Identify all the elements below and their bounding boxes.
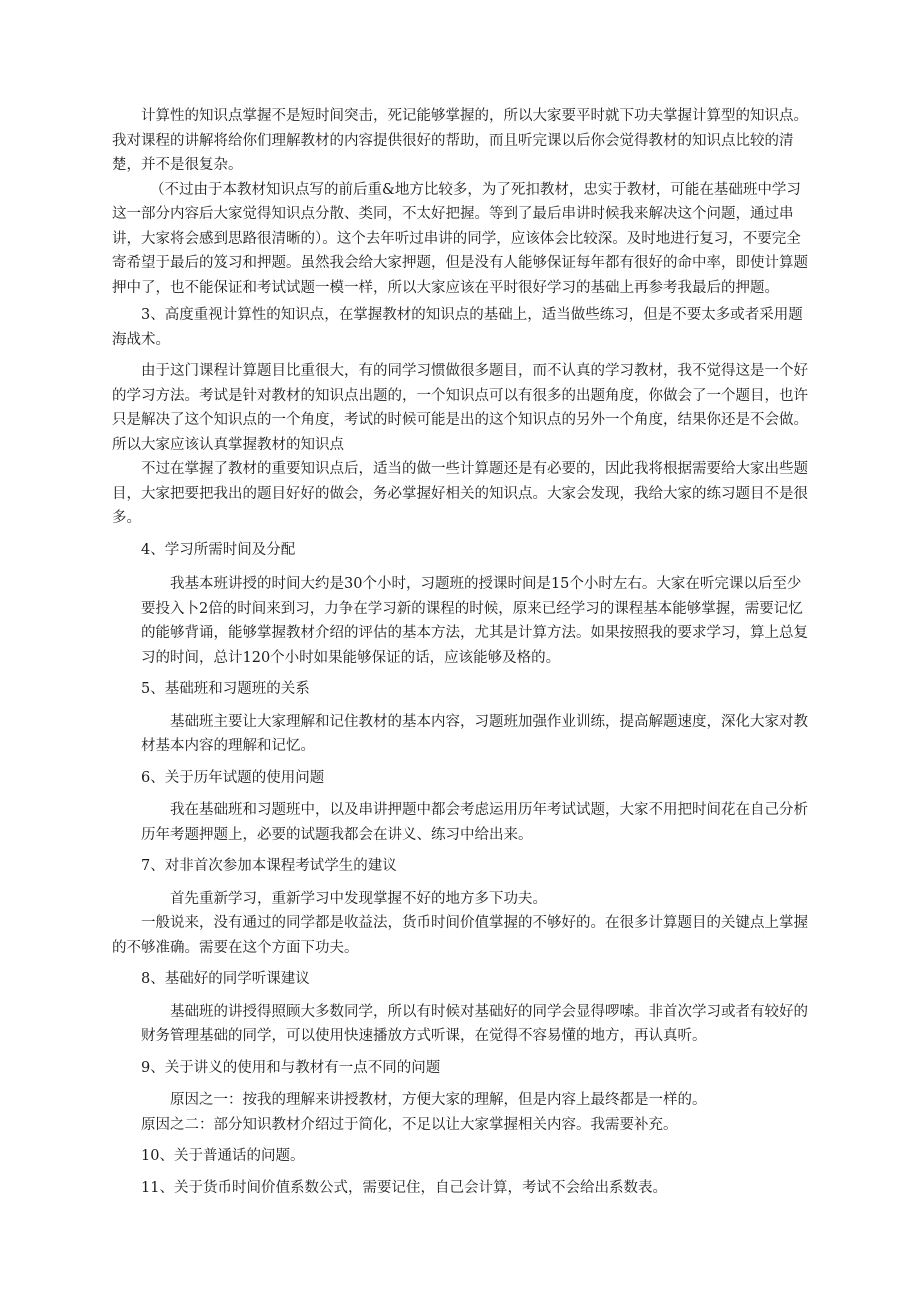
document-body: [112, 104, 812, 1200]
section-heading-3: 3、高度重视计算性的知识点，在掌握教材的知识点的基础上，适当做些练习，但是不要太多或者采用题海战术。: [112, 307, 803, 348]
paragraph: 原因之二：部分知识教材介绍过于简化，不足以让大家掌握相关内容。我需要补充。: [141, 1116, 678, 1133]
paragraph: 我在基础班和习题班中，以及串讲押题中都会考虑运用历年考试试题，大家不用把时间花在自己分析历年考题押题上，必要的试题我都会在讲义、练习中给出来。: [141, 802, 808, 843]
section-heading-6: 6、关于历年试题的使用问题: [141, 769, 325, 786]
section-heading-11: 11、关于货币时间价值系数公式，需要记住，自己会计算，考试不会给出系数表。: [141, 1179, 667, 1196]
paragraph: 计算性的知识点掌握不是短时间突击，死记能够掌握的，所以大家要平时就下功夫掌握计算型的知识点。我对课程的讲解将给你们理解教材的内容提供很好的帮助，而且听完课以后你会觉得教材的知识点比较的清楚，并不是很复杂。: [112, 108, 808, 173]
paragraph: 一般说来，没有通过的同学都是收益法，货币时间价值掌握的不够好的。在很多计算题目的关键点上掌握的不够准确。需要在这个方面下功夫。: [112, 915, 808, 956]
paragraph: 不过在掌握了教材的重要知识点后，适当的做一些计算题还是有必要的，因此我将根据需要给大家出些题目，大家把要把我出的题目好好的做会，务必掌握好相关的知识点。大家会发现，我给大家的练习题目不是很多。: [112, 461, 808, 526]
section-heading-8: 8、基础好的同学听课建议: [141, 971, 310, 987]
section-heading-9: 9、关于讲义的使用和与教材有一点不同的问题: [141, 1059, 441, 1076]
section-heading-5: 5、基础班和习题班的关系: [141, 681, 310, 697]
paragraph: 首先重新学习，重新学习中发现掌握不好的地方多下功夫。: [170, 890, 547, 907]
paragraph: 原因之一：按我的理解来讲授教材，方便大家的理解，但是内容上最终都是一样的。: [170, 1092, 707, 1108]
paragraph: 基础班主要让大家理解和记住教材的基本内容，习题班加强作业训练，提高解题速度，深化大家对教材基本内容的理解和记忆。: [141, 713, 808, 754]
paragraph: 我基本班讲授的时间大约是30个小时，习题班的授课时间是15个小时左右。大家在听完课以后至少要投入卜2倍的时间来到习，力争在学习新的课程的时候，原来已经学习的课程基本能够掌握，需要记忆的能够背诵，能够掌握教材介绍的评估的基本方法，尤其是计算方法。如果按照我的要求学习，算上总复习的时间，总计120个小时如果能够保证的话，应该能够及格的。: [141, 576, 808, 666]
paragraph: 由于这门课程计算题目比重很大，有的同学习惯做很多题目，而不认真的学习教材，我不觉得这是一个好的学习方法。考试是针对教材的知识点出题的，一个知识点可以有很多的出题角度，你做会了一个题目，也许只是解决了这个知识点的一个角度，考试的时候可能是出的这个知识点的另外一个角度，结果你还是不会做。所以大家应该认真掌握教材的知识点: [112, 363, 808, 453]
section-heading-7: 7、对非首次参加本课程考试学生的建议: [141, 858, 397, 874]
paragraph: （不过由于本教材知识点写的前后重&地方比较多，为了死扣教材，忠实于教材，可能在基础班中学习这一部分内容后大家觉得知识点分散、类同，不太好把握。等到了最后串讲时候我来解决这个问题，通过串讲，大家将会感到思路很清晰的）。这个去年听过串讲的同学，应该体会比较深。及时地进行复习，不要完全寄希望于最后的笈习和押题。虽然我会给大家押题，但是没有人能够保证每年都有很好的命中率，即使计算题押中了，也不能保证和考试试题一模一样，所以大家应该在平时很好学习的基础上再参考我最后的押题。: [112, 181, 808, 296]
paragraph: 基础班的讲授得照顾大多数同学，所以有时候对基础好的同学会显得啰嗦。非首次学习或者有较好的财务管理基础的同学，可以使用快速播放方式听课，在觉得不容易懂的地方，再认真听。: [141, 1003, 808, 1044]
section-heading-10: 10、关于普通话的问题。: [141, 1148, 305, 1164]
section-heading-4: 4、学习所需时间及分配: [141, 541, 296, 558]
